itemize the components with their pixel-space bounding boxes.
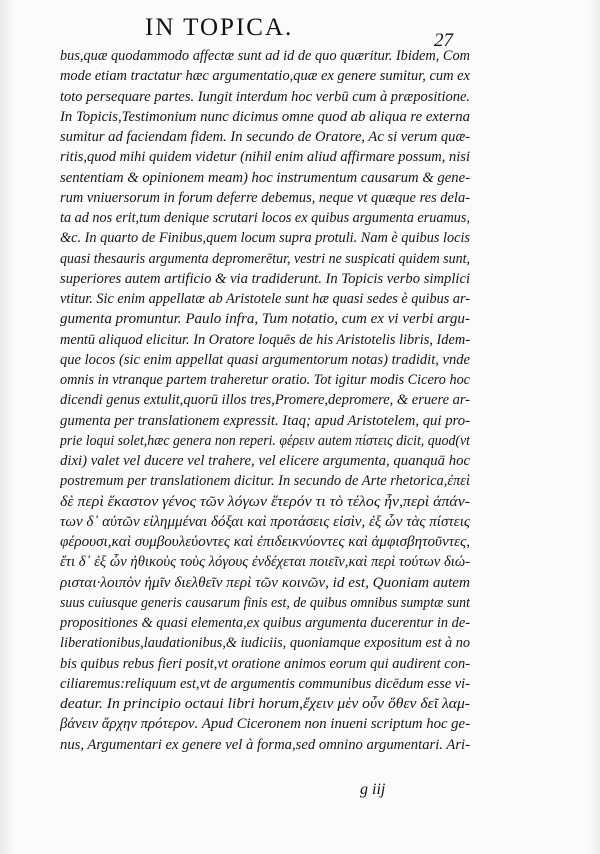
text-line-content: mentū aliquod elicitur. In Oratore loquēs de his Aristotelis libris, Idem- <box>60 331 470 348</box>
text-line-content: gumenta promuntur. Paulo infra, Tum notatio, cum ex vi verbi argu- <box>60 311 470 328</box>
text-line <box>60 46 470 66</box>
text-line-content: ritis,quod mihi quidem videtur (nihil enim aliud affirmare possum, nisi <box>60 149 470 166</box>
text-line <box>60 87 470 107</box>
text-line <box>60 309 470 329</box>
text-line-content: superiores autem artificio & via tradiderunt. In Topicis verbo simplici <box>60 270 470 287</box>
text-line-content: των δ᾽ αὐτῶν εἰλημμέναι δόξαι καὶ προτάσεις εἰσὶν, ἐξ ὧν τὰς πίστεις <box>60 513 470 530</box>
text-line-content: ciliaremus:reliquum est,vt de argumentis communibus dicēdum esse vi- <box>60 675 470 692</box>
text-line <box>60 330 470 350</box>
text-line-content: &c. In quarto de Finibus,quem locum supra protuli. Nam è quibus locis <box>60 230 470 247</box>
signature-mark: g iij <box>360 781 386 798</box>
text-line <box>60 390 470 410</box>
text-line <box>60 411 470 431</box>
text-line-content: postremum per translationem dicitur. In secundo de Arte rhetorica,ἐπεὶ <box>60 473 470 490</box>
text-line <box>60 552 470 572</box>
text-line-content: sententiam & opinionem meam) hoc instrumentum causarum & gene- <box>60 169 470 186</box>
text-line <box>60 188 470 208</box>
text-line <box>60 735 470 755</box>
text-line-content: mode etiam tractatur hæc argumentatio,quæ ex genere sumitur, cum ex <box>60 68 470 85</box>
text-line-content: ἔτι δ᾽ ἐξ ὧν ἠθικοὺς τοὺς λόγους ἐνδέχεται ποιεῖν,καὶ περὶ τούτων διώ- <box>60 554 470 571</box>
text-line-content: vtitur. Sic enim appellatæ ab Aristotele sunt hæ quasi sedes è quibus ar- <box>60 291 470 307</box>
text-line <box>60 147 470 167</box>
text-line <box>60 228 470 248</box>
text-line-content: omnis in vtranque partem traheretur oratio. Tot igitur modis Cicero hoc <box>60 372 470 388</box>
text-line-content: nus, Argumentari ex genere vel à forma,sed omnino argumentari. Ari- <box>60 736 470 753</box>
text-line <box>60 370 470 390</box>
running-head: IN TOPICA. <box>145 14 294 41</box>
text-line-content: dixi) valet vel ducere vel trahere, vel elicere argumenta, quanquā hoc <box>60 453 470 469</box>
text-line <box>60 654 470 674</box>
text-line <box>60 208 470 228</box>
text-line-content: gumenta per translationem expressit. Itaq; apud Aristotelem, qui pro- <box>60 412 470 429</box>
text-line <box>60 107 470 127</box>
text-line-content: bus,quæ quodammodo affectæ sunt ad id de quo quæritur. Ibidem, Com <box>60 48 470 64</box>
text-line-content: toto persequare partes. Iungit interdum hoc verbū cum à præpositione. <box>60 88 470 105</box>
text-line <box>60 168 470 188</box>
text-line <box>60 127 470 147</box>
text-line <box>60 613 470 633</box>
text-line-content: βάνειν ἄρχην πρότερον. Apud Ciceronem non inueni scriptum hoc ge- <box>60 716 470 733</box>
text-line-content: que locos (sic enim appellat quasi argumentorum notas) tradidit, vnde <box>60 351 470 368</box>
text-line <box>60 66 470 86</box>
text-line-content: δὲ περὶ ἕκαστον γένος τῶν λόγων ἕτερόν τι τὸ τέλος ἦν,περὶ ἁπάν- <box>60 493 470 510</box>
text-line <box>60 593 470 613</box>
text-line <box>60 512 470 532</box>
text-line <box>60 451 470 471</box>
page-header <box>0 12 600 51</box>
text-line-content: deatur. In principio octaui libri horum,ἔχειν μὲν οὖν ὅθεν δεῖ λαμ- <box>60 696 470 712</box>
text-line-content: bis quibus rebus fieri posit,vt oratione animos eorum qui audirent con- <box>60 655 470 672</box>
text-line <box>60 674 470 694</box>
text-line <box>60 249 470 269</box>
page-number: 27 <box>434 30 453 51</box>
text-line-content: quasi thesauris argumenta depromerētur, vestri ne suspicati quidem sunt, <box>60 250 470 267</box>
text-line-content: ta ad nos erit,tum denique scrutari locos ex quibus argumenta eruamus, <box>60 210 470 226</box>
text-line-content: ρισται·λοιπὸν ἡμῖν διελθεῖν περὶ τῶν κοινῶν, id est, Quoniam autem <box>60 574 470 591</box>
text-line-content: prie loqui solet,hæc genera non reperi. φέρειν autem πίστεις dicit, quod(vt <box>60 432 470 449</box>
text-line-content: sumitur ad faciendam fidem. In secundo de Oratore, Ac si verum quæ- <box>60 129 470 145</box>
text-line <box>60 492 470 512</box>
text-line-content: propositiones & quasi elementa,ex quibus argumenta ducerentur in de- <box>60 615 470 631</box>
text-line <box>60 431 470 451</box>
text-line <box>60 471 470 491</box>
text-line <box>60 633 470 653</box>
body-text <box>60 46 470 755</box>
text-line <box>60 350 470 370</box>
text-line <box>60 532 470 552</box>
text-line <box>60 694 470 714</box>
text-line-content: In Topicis,Testimonium nunc dicimus omne quod ab aliqua re externa <box>60 108 470 125</box>
text-line <box>60 269 470 289</box>
text-line <box>60 289 470 309</box>
text-line-content: rum vniuersorum in forum deferre debemus, neque vt quæque res dela- <box>60 189 470 206</box>
text-line-content: φέρουσι,καὶ συμβουλεύοντες καὶ ἐπιδεικνύοντες καὶ ἀμφισβητοῦντες, <box>60 534 470 550</box>
text-line <box>60 714 470 734</box>
text-line-content: liberationibus,laudationibus,& iudiciis, quoniamque expositum est à no <box>60 635 470 652</box>
text-line-content: dicendi genus extulit,quorū illos tres,Promere,depromere, & eruere ar- <box>60 392 470 409</box>
text-line <box>60 573 470 593</box>
text-line-content: suus cuiusque generis causarum finis est, de quibus omnibus sumptæ sunt <box>60 594 470 611</box>
